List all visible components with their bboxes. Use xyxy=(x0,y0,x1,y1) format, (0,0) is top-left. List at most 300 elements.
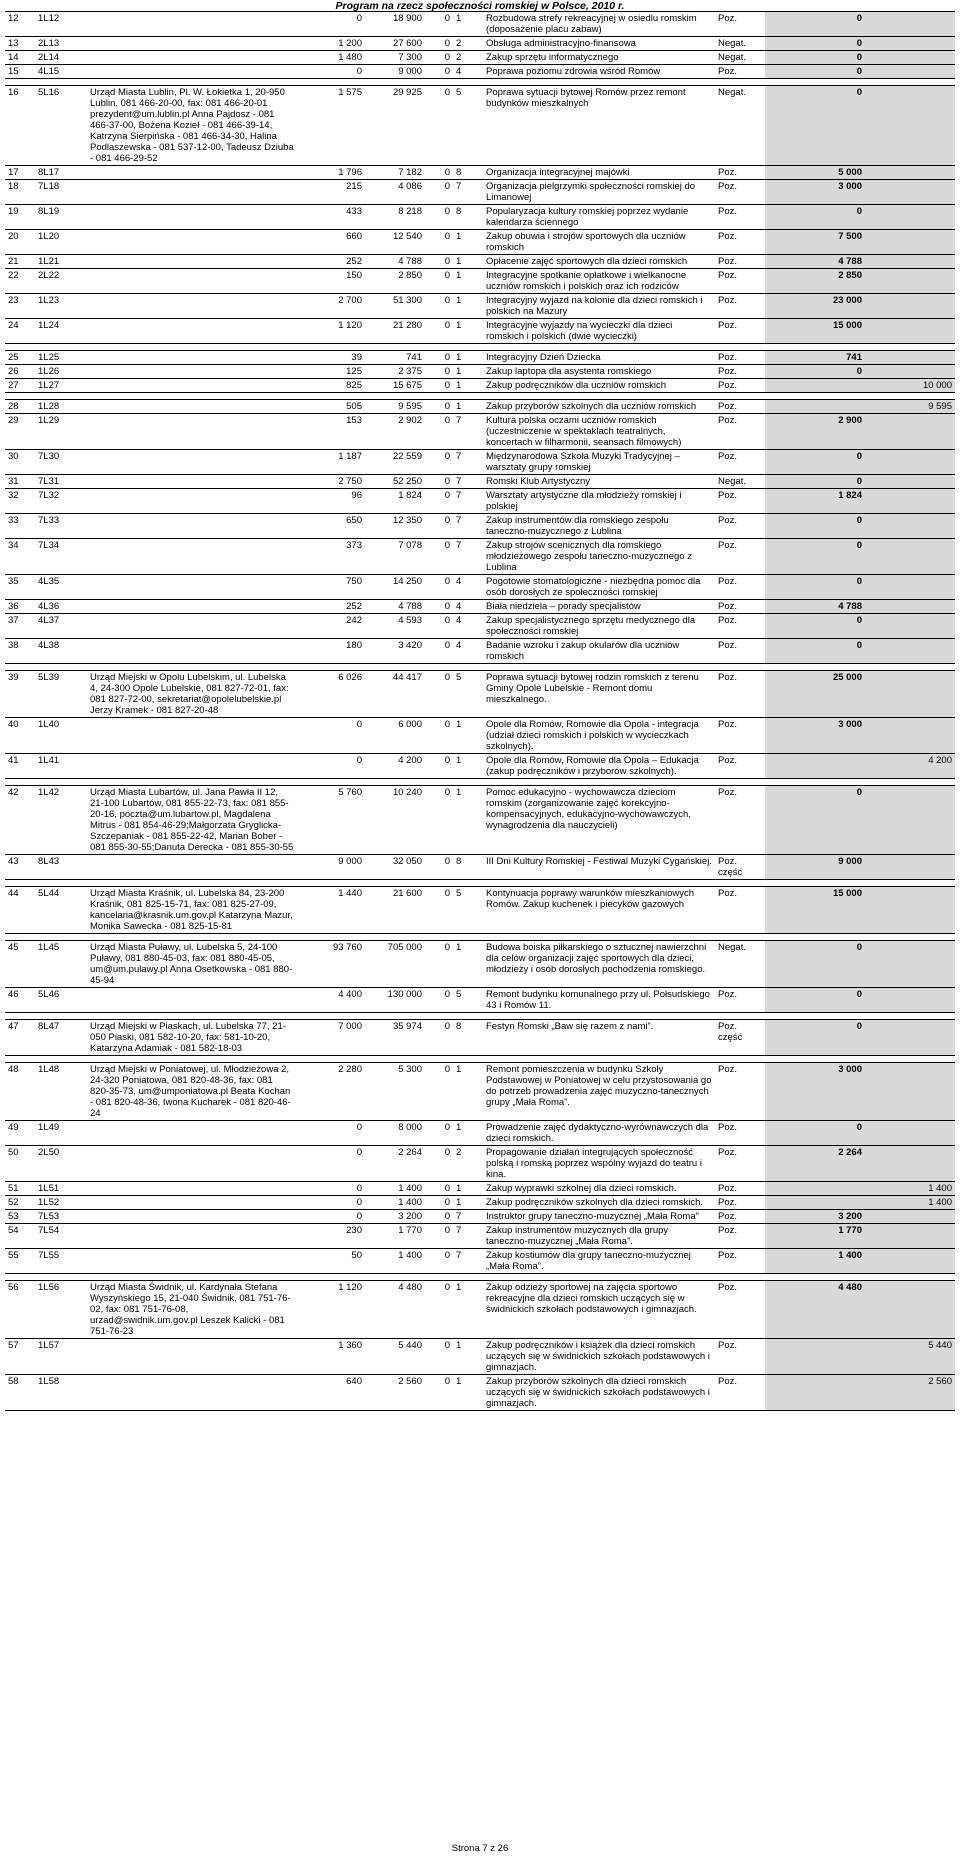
table-row xyxy=(5,86,955,166)
table-row xyxy=(5,1182,955,1196)
granted-amount-2 xyxy=(865,294,955,319)
assessment: Poz. xyxy=(715,1063,765,1121)
other-funds: 0 xyxy=(425,351,453,365)
requested-amount: 14 250 xyxy=(365,575,425,600)
row-number: 57 xyxy=(5,1339,35,1375)
granted-amount: 23 000 xyxy=(765,294,865,319)
own-funds: 150 xyxy=(297,269,365,294)
own-funds: 252 xyxy=(297,255,365,269)
other-funds: 0 xyxy=(425,855,453,880)
project-code: 1L29 xyxy=(35,414,87,450)
task-description: Propagowanie działań integrujących społeczność polską i romską poprzez wspólny wyjazd do teatru i kina. xyxy=(483,1146,715,1182)
granted-amount: 0 xyxy=(765,86,865,166)
project-code: 1L28 xyxy=(35,400,87,414)
row-number: 40 xyxy=(5,718,35,754)
task-description: Zakup podręczników szkolnych dla dzieci romskich. xyxy=(483,1196,715,1210)
row-number: 22 xyxy=(5,269,35,294)
other-funds: 0 xyxy=(425,1182,453,1196)
applicant xyxy=(87,1121,297,1146)
applicant xyxy=(87,12,297,37)
requested-amount: 4 480 xyxy=(365,1281,425,1339)
granted-amount: 0 xyxy=(765,786,865,855)
table-row xyxy=(5,12,955,37)
own-funds: 640 xyxy=(297,1375,365,1411)
requested-amount: 44 417 xyxy=(365,671,425,718)
row-number: 56 xyxy=(5,1281,35,1339)
row-number: 53 xyxy=(5,1210,35,1224)
project-code: 4L38 xyxy=(35,639,87,664)
granted-amount-2 xyxy=(865,1249,955,1274)
other-funds: 0 xyxy=(425,65,453,79)
project-code: 1L41 xyxy=(35,754,87,779)
row-spacer xyxy=(5,79,955,86)
granted-amount-2: 1 400 xyxy=(865,1182,955,1196)
spacer-cell xyxy=(5,393,955,400)
assessment: Negat. xyxy=(715,475,765,489)
area-number: 1 xyxy=(453,294,483,319)
own-funds: 252 xyxy=(297,600,365,614)
project-code: 5L16 xyxy=(35,86,87,166)
applicant xyxy=(87,1375,297,1411)
granted-amount: 0 xyxy=(765,539,865,575)
own-funds: 9 000 xyxy=(297,855,365,880)
row-spacer xyxy=(5,664,955,671)
task-description: Remont pomieszczenia w budynku Szkoły Podstawowej w Poniatowej w celu przystosowania go do potrzeb prowadzenia zajęć muzyczno-tanecznych grupy „Mała Roma”. xyxy=(483,1063,715,1121)
project-code: 1L51 xyxy=(35,1182,87,1196)
requested-amount: 5 300 xyxy=(365,1063,425,1121)
project-code: 1L58 xyxy=(35,1375,87,1411)
page-footer: Strona 7 z 26 xyxy=(451,1843,509,1854)
assessment: Poz. xyxy=(715,269,765,294)
task-description: Zakup kostiumów dla grupy taneczno-muzycznej „Mała Roma”. xyxy=(483,1249,715,1274)
spacer-cell xyxy=(5,344,955,351)
granted-amount: 2 264 xyxy=(765,1146,865,1182)
row-number: 45 xyxy=(5,941,35,988)
requested-amount: 8 000 xyxy=(365,1121,425,1146)
requested-amount: 10 240 xyxy=(365,786,425,855)
assessment: Poz. xyxy=(715,1196,765,1210)
task-description: Zakup przyborów szkolnych dla dzieci romskich uczących się w świdnickich szkołach podstawowych i gimnazjach. xyxy=(483,1375,715,1411)
granted-amount-2 xyxy=(865,600,955,614)
project-code: 1L12 xyxy=(35,12,87,37)
row-number: 47 xyxy=(5,1020,35,1056)
row-number: 19 xyxy=(5,205,35,230)
applicant: Urząd Miasta Świdnik, ul. Kardynała Stefana Wyszyńskiego 15, 21-040 Świdnik, 081 751-76-02, fax: 081 751-76-08, urzad@swidnik.um.gov.pl Leszek Kalicki - 081 751-76-23 xyxy=(87,1281,297,1339)
area-number: 1 xyxy=(453,1375,483,1411)
area-number: 7 xyxy=(453,1249,483,1274)
row-number: 21 xyxy=(5,255,35,269)
other-funds: 0 xyxy=(425,539,453,575)
assessment: Negat. xyxy=(715,86,765,166)
assessment: Poz. xyxy=(715,671,765,718)
own-funds: 373 xyxy=(297,539,365,575)
other-funds: 0 xyxy=(425,718,453,754)
area-number: 7 xyxy=(453,489,483,514)
granted-amount-2 xyxy=(865,941,955,988)
area-number: 4 xyxy=(453,65,483,79)
area-number: 1 xyxy=(453,786,483,855)
granted-amount-2 xyxy=(865,1063,955,1121)
other-funds: 0 xyxy=(425,1224,453,1249)
requested-amount: 27 600 xyxy=(365,37,425,51)
area-number: 4 xyxy=(453,614,483,639)
table-row xyxy=(5,1196,955,1210)
own-funds: 93 760 xyxy=(297,941,365,988)
task-description: Kultura polska oczami uczniów romskich (uczestniczenie w spektaklach teatralnych, koncertach w filharmonii, seansach filmowych) xyxy=(483,414,715,450)
table-row xyxy=(5,205,955,230)
table-row xyxy=(5,255,955,269)
applicant xyxy=(87,351,297,365)
other-funds: 0 xyxy=(425,754,453,779)
project-code: 1L40 xyxy=(35,718,87,754)
task-description: Zakup sprzętu informatycznego xyxy=(483,51,715,65)
area-number: 8 xyxy=(453,166,483,180)
own-funds: 505 xyxy=(297,400,365,414)
project-code: 1L26 xyxy=(35,365,87,379)
project-code: 4L36 xyxy=(35,600,87,614)
row-spacer xyxy=(5,779,955,786)
task-description: Zakup podręczników i książek dla dzieci romskich uczących się w świdnickich szkołach podstawowych i gimnazjach. xyxy=(483,1339,715,1375)
row-spacer xyxy=(5,1013,955,1020)
table-row xyxy=(5,230,955,255)
granted-amount-2 xyxy=(865,1281,955,1339)
task-description: Zakup wyprawki szkolnej dla dzieci romskich. xyxy=(483,1182,715,1196)
own-funds: 96 xyxy=(297,489,365,514)
task-description: Instruktor grupy taneczno-muzycznej „Mała Roma” xyxy=(483,1210,715,1224)
requested-amount: 9 000 xyxy=(365,65,425,79)
requested-amount: 9 595 xyxy=(365,400,425,414)
applicant xyxy=(87,414,297,450)
own-funds: 1 120 xyxy=(297,1281,365,1339)
task-description: Badanie wzroku i zakup okularów dla uczniów romskich xyxy=(483,639,715,664)
table-row xyxy=(5,450,955,475)
table-row xyxy=(5,1224,955,1249)
requested-amount: 12 350 xyxy=(365,514,425,539)
area-number: 7 xyxy=(453,1224,483,1249)
assessment: Poz. xyxy=(715,400,765,414)
area-number: 7 xyxy=(453,514,483,539)
row-spacer xyxy=(5,1274,955,1281)
area-number: 5 xyxy=(453,988,483,1013)
other-funds: 0 xyxy=(425,166,453,180)
area-number: 5 xyxy=(453,887,483,934)
row-number: 27 xyxy=(5,379,35,393)
other-funds: 0 xyxy=(425,1375,453,1411)
assessment: Poz. xyxy=(715,988,765,1013)
project-code: 2L13 xyxy=(35,37,87,51)
project-code: 4L35 xyxy=(35,575,87,600)
requested-amount: 5 440 xyxy=(365,1339,425,1375)
granted-amount: 3 000 xyxy=(765,180,865,205)
assessment: Poz. xyxy=(715,1146,765,1182)
granted-amount-2 xyxy=(865,539,955,575)
assessment: Poz. xyxy=(715,1339,765,1375)
task-description: Kontynuacja poprawy warunków mieszkaniowych Romów. Zakup kuchenek i piecyków gazowych xyxy=(483,887,715,934)
row-number: 25 xyxy=(5,351,35,365)
own-funds: 180 xyxy=(297,639,365,664)
table-row xyxy=(5,1063,955,1121)
own-funds: 1 575 xyxy=(297,86,365,166)
other-funds: 0 xyxy=(425,1146,453,1182)
requested-amount: 22 559 xyxy=(365,450,425,475)
granted-amount-2 xyxy=(865,12,955,37)
requested-amount: 1 400 xyxy=(365,1196,425,1210)
assessment: Poz. xyxy=(715,575,765,600)
granted-amount: 25 000 xyxy=(765,671,865,718)
project-code: 1L25 xyxy=(35,351,87,365)
requested-amount: 51 300 xyxy=(365,294,425,319)
area-number: 1 xyxy=(453,941,483,988)
own-funds: 0 xyxy=(297,754,365,779)
task-description: Zakup obuwia i strojów sportowych dla uczniów romskich xyxy=(483,230,715,255)
granted-amount-2 xyxy=(865,718,955,754)
applicant xyxy=(87,400,297,414)
other-funds: 0 xyxy=(425,319,453,344)
other-funds: 0 xyxy=(425,450,453,475)
applicant xyxy=(87,379,297,393)
own-funds: 660 xyxy=(297,230,365,255)
table-row xyxy=(5,1249,955,1274)
grant-table xyxy=(5,11,955,1411)
area-number: 7 xyxy=(453,414,483,450)
granted-amount-2 xyxy=(865,1020,955,1056)
row-number: 44 xyxy=(5,887,35,934)
row-spacer xyxy=(5,934,955,941)
granted-amount: 0 xyxy=(765,65,865,79)
applicant xyxy=(87,365,297,379)
row-number: 41 xyxy=(5,754,35,779)
requested-amount: 2 264 xyxy=(365,1146,425,1182)
granted-amount-2: 9 595 xyxy=(865,400,955,414)
table-row xyxy=(5,489,955,514)
row-number: 15 xyxy=(5,65,35,79)
other-funds: 0 xyxy=(425,786,453,855)
granted-amount: 741 xyxy=(765,351,865,365)
row-number: 18 xyxy=(5,180,35,205)
project-code: 1L48 xyxy=(35,1063,87,1121)
assessment: Poz. xyxy=(715,639,765,664)
project-code: 7L30 xyxy=(35,450,87,475)
task-description: Zakup specjalistycznego sprzętu medycznego dla społeczności romskiej xyxy=(483,614,715,639)
row-number: 51 xyxy=(5,1182,35,1196)
row-number: 54 xyxy=(5,1224,35,1249)
own-funds: 1 120 xyxy=(297,319,365,344)
project-code: 5L44 xyxy=(35,887,87,934)
project-code: 7L18 xyxy=(35,180,87,205)
granted-amount: 9 000 xyxy=(765,855,865,880)
assessment: Negat. xyxy=(715,37,765,51)
row-number: 46 xyxy=(5,988,35,1013)
table-row xyxy=(5,639,955,664)
task-description: Pomoc edukacyjno - wychowawcza dzieciom romskim (zorganizowanie zajęć korekcyjno-kompensacyjnych, edukacyjno-wychowawczych, wynagrodzenia dla nauczycieli) xyxy=(483,786,715,855)
area-number: 1 xyxy=(453,230,483,255)
applicant xyxy=(87,180,297,205)
project-code: 1L27 xyxy=(35,379,87,393)
granted-amount-2 xyxy=(865,1146,955,1182)
other-funds: 0 xyxy=(425,1063,453,1121)
own-funds: 1 796 xyxy=(297,166,365,180)
task-description: Zakup instrumentów dla romskiego zespołu taneczno-muzycznego z Lublina xyxy=(483,514,715,539)
table-row xyxy=(5,600,955,614)
requested-amount: 7 078 xyxy=(365,539,425,575)
row-number: 43 xyxy=(5,855,35,880)
project-code: 1L52 xyxy=(35,1196,87,1210)
granted-amount-2 xyxy=(865,86,955,166)
granted-amount-2: 5 440 xyxy=(865,1339,955,1375)
granted-amount-2 xyxy=(865,786,955,855)
table-row xyxy=(5,575,955,600)
assessment: Poz. część xyxy=(715,1020,765,1056)
assessment: Poz. xyxy=(715,294,765,319)
applicant: Urząd Miasta Lublin, Pl. W. Łokietka 1, 20-950 Lublin, 081 466-20-00, fax: 081 466-20-01 prezydent@um.lublin.pl Anna Pajdosz - 081 466-37-00, Bożena Kozieł - 081 466-39-14, Katrzyna Sierpińska - 081 466-34-30, Halina Podlaszewska - 081 537-12-00, Tadeusz Dziuba - 081 466-29-52 xyxy=(87,86,297,166)
other-funds: 0 xyxy=(425,1196,453,1210)
granted-amount-2: 10 000 xyxy=(865,379,955,393)
area-number: 5 xyxy=(453,86,483,166)
table-row xyxy=(5,37,955,51)
granted-amount-2 xyxy=(865,269,955,294)
assessment: Poz. część xyxy=(715,855,765,880)
granted-amount-2 xyxy=(865,450,955,475)
assessment: Poz. xyxy=(715,1375,765,1411)
assessment: Poz. xyxy=(715,1182,765,1196)
other-funds: 0 xyxy=(425,600,453,614)
task-description: Integracyjne spotkanie opłatkowe i wielkanocne uczniów romskich i polskich oraz ich rodziców xyxy=(483,269,715,294)
spacer-cell xyxy=(5,1013,955,1020)
applicant xyxy=(87,269,297,294)
other-funds: 0 xyxy=(425,51,453,65)
assessment: Poz. xyxy=(715,319,765,344)
table-row xyxy=(5,1281,955,1339)
task-description: Popularyzacja kultury romskiej poprzez wydanie kalendarza ściennego xyxy=(483,205,715,230)
other-funds: 0 xyxy=(425,294,453,319)
table-row xyxy=(5,1146,955,1182)
task-description: Festyn Romski „Baw się razem z nami”. xyxy=(483,1020,715,1056)
requested-amount: 1 400 xyxy=(365,1182,425,1196)
task-description: Zakup podręczników dla uczniów romskich xyxy=(483,379,715,393)
applicant xyxy=(87,600,297,614)
other-funds: 0 xyxy=(425,988,453,1013)
applicant: Urząd Miejski w Opolu Lubelskim, ul. Lubelska 4, 24-300 Opole Lubelskie, 081 827-72-01, fax: 081 827-72-00, sekretariat@opolelubelskie.pl Jerzy Kramek - 081 827-20-48 xyxy=(87,671,297,718)
task-description: Międzynarodowa Szkoła Muzyki Tradycyjnej – warsztaty grupy romskiej xyxy=(483,450,715,475)
task-description: Obsługa administracyjno-finansowa xyxy=(483,37,715,51)
other-funds: 0 xyxy=(425,489,453,514)
spacer-cell xyxy=(5,664,955,671)
own-funds: 1 440 xyxy=(297,887,365,934)
applicant: Urząd Miejski w Piaskach, ul. Lubelska 77, 21-050 Piaski, 081 582-10-20, fax: 581-10-20, Katarzyna Adamiak - 081 582-18-03 xyxy=(87,1020,297,1056)
applicant xyxy=(87,1249,297,1274)
table-row xyxy=(5,414,955,450)
granted-amount-2 xyxy=(865,319,955,344)
table-row xyxy=(5,671,955,718)
area-number: 2 xyxy=(453,51,483,65)
requested-amount: 29 925 xyxy=(365,86,425,166)
applicant xyxy=(87,1196,297,1210)
own-funds: 2 280 xyxy=(297,1063,365,1121)
assessment: Poz. xyxy=(715,180,765,205)
granted-amount: 3 000 xyxy=(765,1063,865,1121)
table-row xyxy=(5,539,955,575)
row-number: 49 xyxy=(5,1121,35,1146)
granted-amount-2 xyxy=(865,575,955,600)
granted-amount-2 xyxy=(865,489,955,514)
granted-amount: 2 850 xyxy=(765,269,865,294)
own-funds: 6 026 xyxy=(297,671,365,718)
granted-amount: 0 xyxy=(765,365,865,379)
applicant xyxy=(87,319,297,344)
other-funds: 0 xyxy=(425,255,453,269)
row-spacer xyxy=(5,880,955,887)
other-funds: 0 xyxy=(425,1121,453,1146)
project-code: 7L32 xyxy=(35,489,87,514)
applicant xyxy=(87,37,297,51)
area-number: 4 xyxy=(453,639,483,664)
requested-amount: 4 788 xyxy=(365,600,425,614)
granted-amount-2 xyxy=(865,255,955,269)
task-description: Romski Klub Artystyczny xyxy=(483,475,715,489)
assessment: Poz. xyxy=(715,1210,765,1224)
row-number: 12 xyxy=(5,12,35,37)
granted-amount xyxy=(765,1182,865,1196)
area-number: 1 xyxy=(453,1182,483,1196)
row-spacer xyxy=(5,1056,955,1063)
assessment: Negat. xyxy=(715,51,765,65)
granted-amount-2 xyxy=(865,514,955,539)
table-row xyxy=(5,1339,955,1375)
assessment: Poz. xyxy=(715,379,765,393)
area-number: 7 xyxy=(453,1210,483,1224)
other-funds: 0 xyxy=(425,941,453,988)
own-funds: 825 xyxy=(297,379,365,393)
assessment: Poz. xyxy=(715,1121,765,1146)
project-code: 2L14 xyxy=(35,51,87,65)
row-number: 37 xyxy=(5,614,35,639)
applicant xyxy=(87,988,297,1013)
applicant xyxy=(87,255,297,269)
project-code: 7L34 xyxy=(35,539,87,575)
granted-amount: 1 824 xyxy=(765,489,865,514)
applicant xyxy=(87,65,297,79)
other-funds: 0 xyxy=(425,269,453,294)
own-funds: 1 360 xyxy=(297,1339,365,1375)
granted-amount: 0 xyxy=(765,12,865,37)
requested-amount: 4 788 xyxy=(365,255,425,269)
project-code: 1L56 xyxy=(35,1281,87,1339)
requested-amount: 8 218 xyxy=(365,205,425,230)
area-number: 1 xyxy=(453,379,483,393)
task-description: III Dni Kultury Romskiej - Festiwal Muzyki Cygańskiej. xyxy=(483,855,715,880)
own-funds: 0 xyxy=(297,1146,365,1182)
project-code: 1L21 xyxy=(35,255,87,269)
granted-amount xyxy=(765,400,865,414)
area-number: 7 xyxy=(453,180,483,205)
row-number: 30 xyxy=(5,450,35,475)
row-number: 36 xyxy=(5,600,35,614)
granted-amount-2 xyxy=(865,614,955,639)
project-code: 7L53 xyxy=(35,1210,87,1224)
own-funds: 1 200 xyxy=(297,37,365,51)
table-row xyxy=(5,51,955,65)
own-funds: 750 xyxy=(297,575,365,600)
applicant xyxy=(87,475,297,489)
project-code: 5L39 xyxy=(35,671,87,718)
area-number: 1 xyxy=(453,1339,483,1375)
table-row xyxy=(5,65,955,79)
granted-amount: 0 xyxy=(765,205,865,230)
table-row xyxy=(5,475,955,489)
table-row xyxy=(5,269,955,294)
project-code: 8L19 xyxy=(35,205,87,230)
requested-amount: 3 420 xyxy=(365,639,425,664)
